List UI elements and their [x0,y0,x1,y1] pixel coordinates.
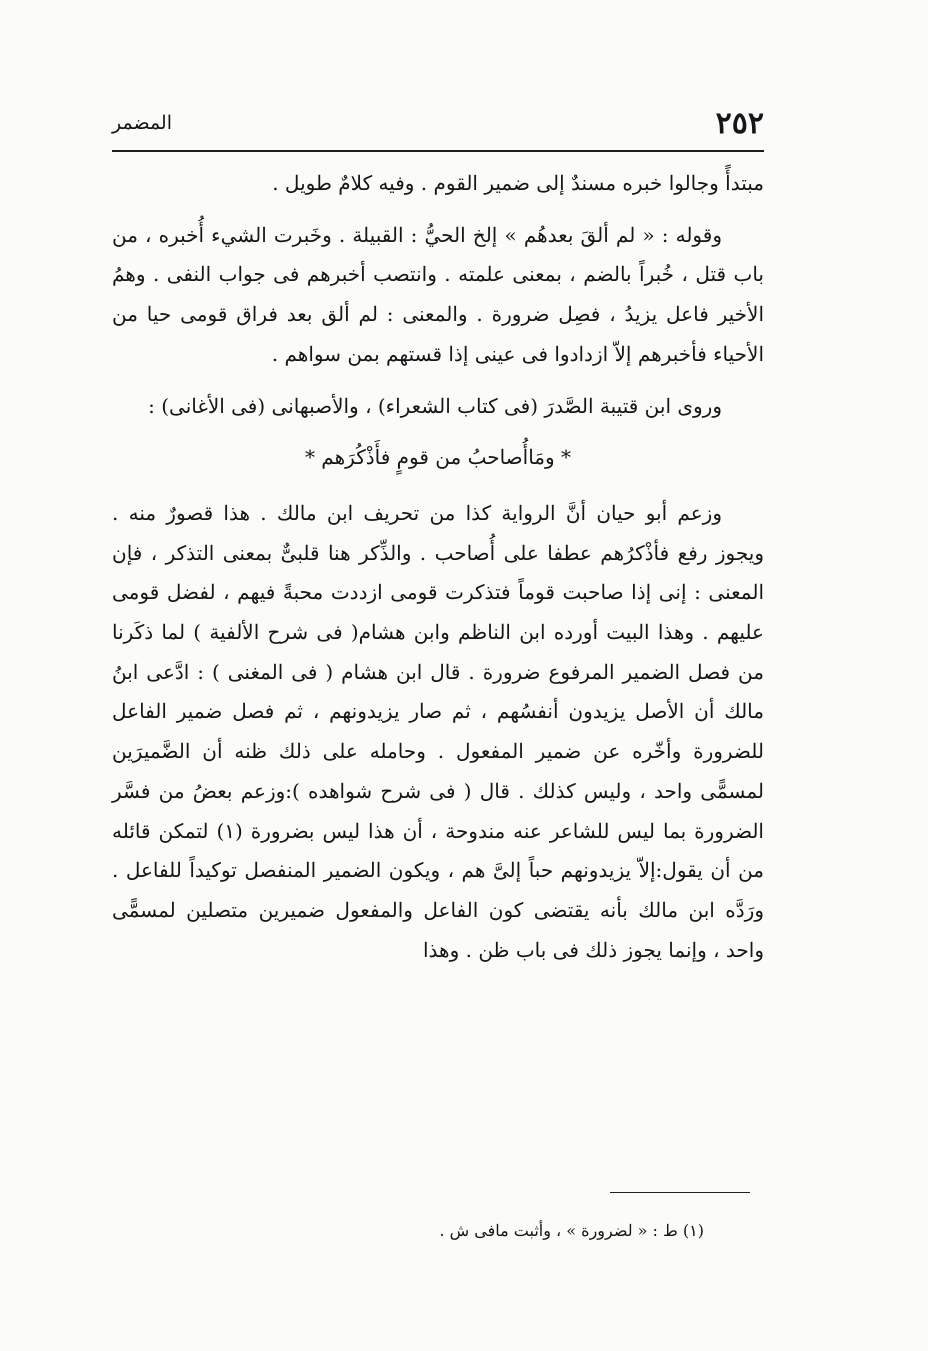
page-number: ٢٥٢ [715,106,764,141]
verse-line: * ومَاأُصاحبُ من قومٍ فأَذْكُرَهم * [304,445,572,470]
paragraph-2: وقوله : « لم ألقَ بعدهُم » إلخ الحيُّ : القبيلة . وخَبرت الشيء أُخبره ، من باب قتل ، خُبراً بالضم ، بمعنى علمته . وانتصب أخبرهم فى جواب النفى . وهمُ الأخير فاعل يزيدُ ، فصِل ضرورة . والمعنى : لم ألق بعد فراق قومى حيا من الأحياء فأخبرهم إلاّ ازدادوا فى عينى إذا قستهم بمن سواهم . [112,222,764,366]
footnote-rule [610,1192,750,1193]
paragraph-4: وزعم أبو حيان أنَّ الرواية كذا من تحريف ابن مالك . هذا قصورٌ منه . ويجوز رفع فأذْكرُهم عطفا على أُصاحب . والذِّكر هنا قلبىٌّ بمعنى التذكر ، فإن المعنى : إنى إذا صاحبت قوماً فتذكرت قومى ازددت محبةً فيهم ، لفضل قومى عليهم . وهذا البيت أورده ابن الناظم وابن هشام( فى شرح الألفية ) لما ذكَرنا من فصل الضمير المرفوع ضرورة . قال ابن هشام ( فى المغنى ) : ادَّعى ابنُ مالك أن الأصل يزيدون أنفسُهم ، ثم صار يزيدونهم ، ثم فصل ضمير الفاعل للضرورة وأخّره عن ضمير المفعول . وحامله على ذلك ظنه أن الضَّميرَين لمسمًّى واحد ، وليس كذلك . قال ( فى شرح شواهده ):وزعم بعضُ من فسَّر الضرورة بما ليس للشاعر عنه مندوحة ، أن هذا ليس بضرورة (١) لتمكن قائله من أن يقول:إلاّ يزيدونهم حباً إلىَّ هم ، ويكون الضمير المنفصل توكيداً للفاعل . ورَدَّه ابن مالك بأنه يقتضى كون الفاعل والمفعول ضميرين متصلين لمسمًّى واحد ، وإنما يجوز ذلك فى باب ظن . وهذا [112,500,765,962]
paragraph-1: مبتدأً وجالوا خبره مسندٌ إلى ضمير القوم . وفيه كلامٌ طويل . [272,171,764,195]
header-rule [112,150,764,152]
body-text [112,164,764,982]
footnote: (١) ط : « لضرورة » ، وأثبت مافى ش . [439,1221,704,1240]
paragraph-3: وروى ابن قتيبة الصَّدرَ (فى كتاب الشعراء) ، والأصبهانى (فى الأغانى) : [148,393,722,418]
page-header [112,96,764,152]
running-title: المضمر [112,112,172,134]
